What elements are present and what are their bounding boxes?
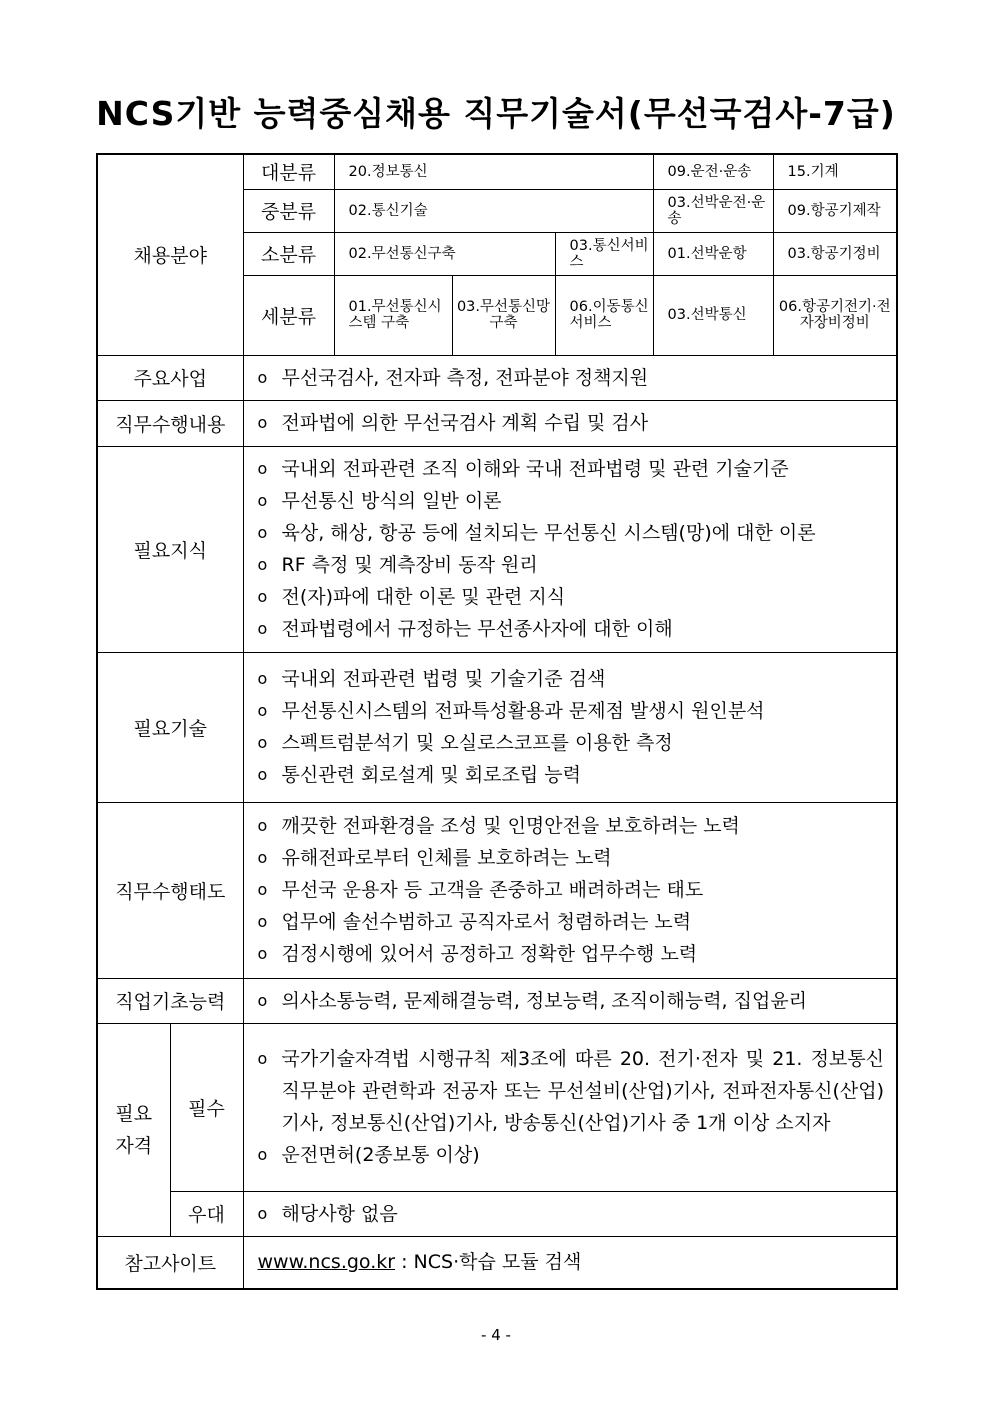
bullet-icon: o (257, 701, 268, 720)
small-category-value-4: 03.항공기정비 (773, 232, 897, 275)
list-item (258, 906, 885, 938)
bullet-icon: o (257, 912, 268, 931)
detail-category-value-2: 03.무선통신망구축 (452, 275, 555, 355)
large-category-value-2: 09.운전·운송 (653, 154, 773, 189)
bullet-icon: o (257, 459, 268, 478)
list-item (258, 759, 885, 791)
required-content (243, 1023, 897, 1191)
reference-text: : NCS·학습 모듈 검색 (395, 1251, 582, 1274)
detail-category-value-1: 01.무선통신시스템 구축 (334, 275, 452, 355)
detail-category-label: 세분류 (243, 275, 334, 355)
detail-category-value-3: 06.이동통신서비스 (555, 275, 653, 355)
basic-skills-row (97, 978, 897, 1023)
large-category-label: 대분류 (243, 154, 334, 189)
basic-skills-content (243, 978, 897, 1023)
reference-label: 참고사이트 (97, 1236, 243, 1289)
bullet-icon: o (257, 413, 268, 432)
knowledge-label: 필요지식 (97, 446, 243, 652)
attitude-label: 직무수행태도 (97, 802, 243, 978)
list-item-text: 무선통신시스템의 전파특성활용과 문제점 발생시 원인분석 (281, 700, 765, 722)
bullet-icon: o (257, 733, 268, 752)
list-item-text: 업무에 솔선수범하고 공직자로서 청렴하려는 노력 (281, 911, 692, 933)
required-label: 필수 (170, 1023, 243, 1191)
list-item-text: 국내외 전파관련 조직 이해와 국내 전파법령 및 관련 기술기준 (281, 458, 789, 480)
basic-skills-label: 직업기초능력 (97, 978, 243, 1023)
bullet-icon: o (257, 1145, 268, 1164)
list-item (258, 938, 885, 970)
duties-label: 직무수행내용 (97, 400, 243, 446)
list-item-text: 국내외 전파관련 법령 및 기술기준 검색 (281, 668, 606, 690)
list-item-text: 전파법령에서 규정하는 무선종사자에 대한 이해 (281, 618, 673, 640)
list-item-text: 전(자)파에 대한 이론 및 관련 지식 (281, 586, 566, 608)
bullet-icon: o (257, 1203, 268, 1223)
small-category-value-2: 03.통신서비스 (555, 232, 653, 275)
page-title: NCS기반 능력중심채용 직무기술서(무선국검사-7급) (96, 94, 896, 133)
list-item-text: 해당사항 없음 (281, 1202, 398, 1225)
detail-category-value-4: 03.선박통신 (653, 275, 773, 355)
list-item (258, 695, 885, 727)
ncs-site-link[interactable]: www.ncs.go.kr (257, 1251, 396, 1274)
bullet-icon: o (257, 555, 268, 574)
list-item (258, 485, 885, 517)
list-item (258, 407, 885, 439)
reference-content (243, 1236, 897, 1289)
list-item-text: 유해전파로부터 인체를 보호하려는 노력 (281, 847, 612, 869)
list-item (258, 549, 885, 581)
qualification-required-row (97, 1023, 897, 1191)
list-item (258, 581, 885, 613)
job-description-table (96, 153, 898, 1290)
list-item (258, 810, 885, 842)
list-item (258, 1043, 885, 1139)
bullet-icon: o (257, 523, 268, 542)
preferred-content (243, 1191, 897, 1236)
small-category-label: 소분류 (243, 232, 334, 275)
medium-category-value-1: 02.통신기술 (334, 189, 653, 232)
small-category-value-3: 01.선박운항 (653, 232, 773, 275)
main-business-label: 주요사업 (97, 355, 243, 400)
skills-row (97, 652, 897, 802)
list-item (258, 613, 885, 645)
list-item-text: 무선국검사, 전자파 측정, 전파분야 정책지원 (281, 366, 649, 389)
recruit-field-header: 채용분야 (97, 154, 243, 355)
list-item-text: 운전면허(2종보통 이상) (281, 1144, 480, 1166)
bullet-icon: o (257, 367, 268, 387)
list-item-text: 전파법에 의한 무선국검사 계획 수립 및 검사 (281, 412, 649, 434)
list-item-text: 무선국 운용자 등 고객을 존중하고 배려하려는 태도 (281, 879, 704, 901)
attitude-row (97, 802, 897, 978)
bullet-icon: o (257, 619, 268, 638)
knowledge-row (97, 446, 897, 652)
list-item-text: 통신관련 회로설계 및 회로조립 능력 (281, 764, 581, 786)
medium-category-value-2: 03.선박운전·운송 (653, 189, 773, 232)
main-business-content (243, 355, 897, 400)
list-item-text: 무선통신 방식의 일반 이론 (281, 490, 502, 512)
main-business-row (97, 355, 897, 400)
list-item (258, 663, 885, 695)
bullet-icon: o (257, 880, 268, 899)
bullet-icon: o (257, 816, 268, 835)
medium-category-value-3: 09.항공기제작 (773, 189, 897, 232)
list-item (258, 517, 885, 549)
large-category-value-1: 20.정보통신 (334, 154, 653, 189)
list-item (258, 1198, 885, 1230)
preferred-label: 우대 (170, 1191, 243, 1236)
duties-row (97, 400, 897, 446)
bullet-icon: o (257, 491, 268, 510)
qualification-preferred-row (97, 1191, 897, 1236)
list-item (258, 842, 885, 874)
bullet-icon: o (257, 848, 268, 867)
list-item (258, 1139, 885, 1171)
bullet-icon: o (257, 944, 268, 963)
bullet-icon: o (257, 1049, 268, 1068)
reference-row (97, 1236, 897, 1289)
bullet-icon: o (257, 765, 268, 784)
page-number: - 4 - (481, 1326, 511, 1344)
bullet-icon: o (257, 669, 268, 688)
list-item (258, 362, 885, 394)
knowledge-content (243, 446, 897, 652)
small-category-value-1: 02.무선통신구축 (334, 232, 555, 275)
bullet-icon: o (257, 587, 268, 606)
skills-label: 필요기술 (97, 652, 243, 802)
bullet-icon: o (257, 990, 268, 1010)
list-item-text: RF 측정 및 계측장비 동작 원리 (281, 554, 538, 576)
skills-content (243, 652, 897, 802)
list-item-text: 깨끗한 전파환경을 조성 및 인명안전을 보호하려는 노력 (281, 815, 740, 837)
list-item (258, 874, 885, 906)
list-item-text: 검정시행에 있어서 공정하고 정확한 업무수행 노력 (281, 943, 698, 965)
list-item (258, 453, 885, 485)
list-item (258, 727, 885, 759)
detail-category-value-5: 06.항공기전기·전자장비정비 (773, 275, 897, 355)
duties-content (243, 400, 897, 446)
list-item-text: 의사소통능력, 문제해결능력, 정보능력, 조직이해능력, 집업윤리 (281, 989, 808, 1012)
class-row-large (97, 154, 897, 189)
qualification-label: 필요 자격 (97, 1023, 170, 1236)
large-category-value-3: 15.기계 (773, 154, 897, 189)
list-item-text: 스펙트럼분석기 및 오실로스코프를 이용한 측정 (281, 732, 673, 754)
list-item-text: 국가기술자격법 시행규칙 제3조에 따른 20. 전기·전자 및 21. 정보통신 직무분야 관련학과 전공자 또는 무선설비(산업)기사, 전파전자통신(산업)기사, 정보통신(산업)기사, 방송통신(산업)기사 중 1개 이상 소지자 (281, 1048, 885, 1134)
list-item (258, 985, 885, 1017)
attitude-content (243, 802, 897, 978)
list-item-text: 육상, 해상, 항공 등에 설치되는 무선통신 시스템(망)에 대한 이론 (281, 522, 816, 544)
medium-category-label: 중분류 (243, 189, 334, 232)
